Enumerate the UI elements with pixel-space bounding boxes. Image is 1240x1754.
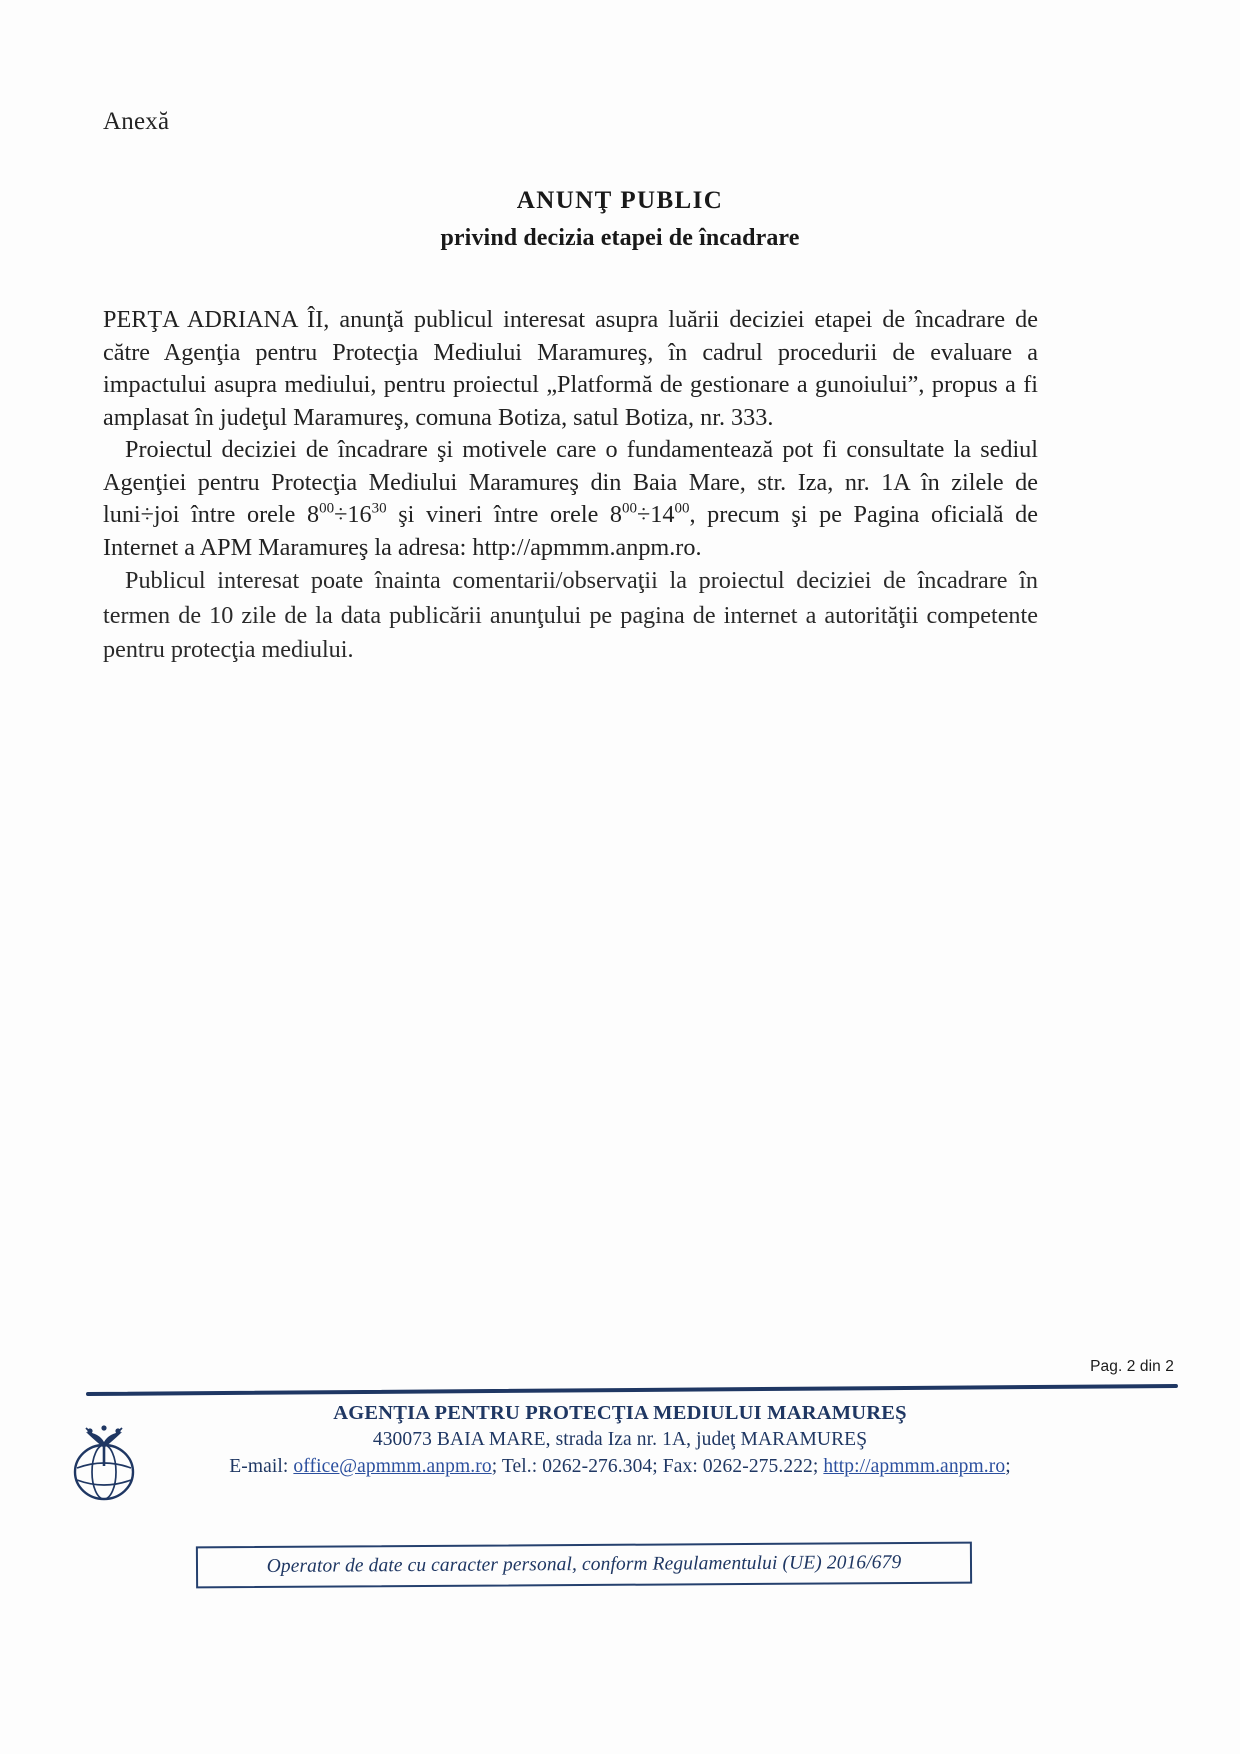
gdpr-notice-box xyxy=(196,1542,972,1589)
footer-contact-tail: ; xyxy=(1005,1455,1011,1477)
consultation-text-part-3: şi vineri între orele 8 xyxy=(386,501,623,529)
document-body xyxy=(103,304,1038,667)
page-number: Pag. 2 din 2 xyxy=(1090,1358,1174,1375)
consultation-text-part-4: ÷14 xyxy=(637,501,675,529)
consultation-text-part-2: ÷16 xyxy=(334,501,372,529)
page-title: ANUNŢ PUBLIC xyxy=(516,187,724,214)
footer-email-label: E-mail: xyxy=(229,1455,294,1477)
consultation-text-part-5: , precum şi pe Pagina oficială de Internet a APM Maramureş la adresa: http://apmmm.anpm.ro. xyxy=(103,501,1038,561)
consultation-text-part-1: Proiectul deciziei de încadrare şi motivele care o fundamentează pot fi consultate la sediul Agenţiei pentru Protecţia Mediului Maramureş din Baia Mare, str. Iza, nr. 1A în zilele de luni÷joi între orele 8 xyxy=(103,436,1038,529)
annex-label: Anexă xyxy=(103,108,170,135)
footer-contact-line xyxy=(0,1454,1240,1479)
footer-divider xyxy=(86,1384,1178,1396)
footer-email-link[interactable]: office@apmmm.anpm.ro xyxy=(293,1455,492,1477)
paragraph-public-comments: Publicul interesat poate înainta comentarii/observaţii la proiectul deciziei de încadrare în termen de 10 zile de la data publicării anunţului pe pagina de internet a autorităţii competente pentru protecţia mediului. xyxy=(103,567,1038,664)
footer-address: 430073 BAIA MARE, strada Iza nr. 1A, judeţ MARAMUREŞ xyxy=(372,1429,868,1451)
paragraph-consultation xyxy=(103,434,1038,564)
paragraph-announcement: PERŢA ADRIANA ÎI, anunţă publicul interesat asupra luării deciziei etapei de încadrare de către Agenţia pentru Protecţia Mediului Maramureş, în cadrul procedurii de evaluare a impactului asupra mediului, pentru proiectul „Platformă de gestionare a gunoiului”, propus a fi amplasat în judeţul Maramureş, comuna Botiza, satul Botiza, nr. 333. xyxy=(103,306,1038,431)
footer-website-link[interactable]: http://apmmm.anpm.ro xyxy=(823,1455,1006,1477)
time-superscript-4: 00 xyxy=(674,500,690,517)
page-subtitle: privind decizia etapei de încadrare xyxy=(440,224,800,251)
document-footer xyxy=(0,1392,1240,1577)
document-heading xyxy=(0,183,1240,255)
footer-text-block xyxy=(0,1400,1240,1479)
time-superscript-3: 00 xyxy=(622,500,638,517)
footer-organization-name: AGENŢIA PENTRU PROTECŢIA MEDIULUI MARAMUREŞ xyxy=(333,1402,907,1424)
gdpr-notice-text: Operator de date cu caracter personal, conform Regulamentului (UE) 2016/679 xyxy=(266,1552,902,1577)
footer-phone-fax: ; Tel.: 0262-276.304; Fax: 0262-275.222; xyxy=(491,1455,824,1477)
time-superscript-1: 00 xyxy=(319,500,335,517)
time-superscript-2: 30 xyxy=(371,500,387,517)
